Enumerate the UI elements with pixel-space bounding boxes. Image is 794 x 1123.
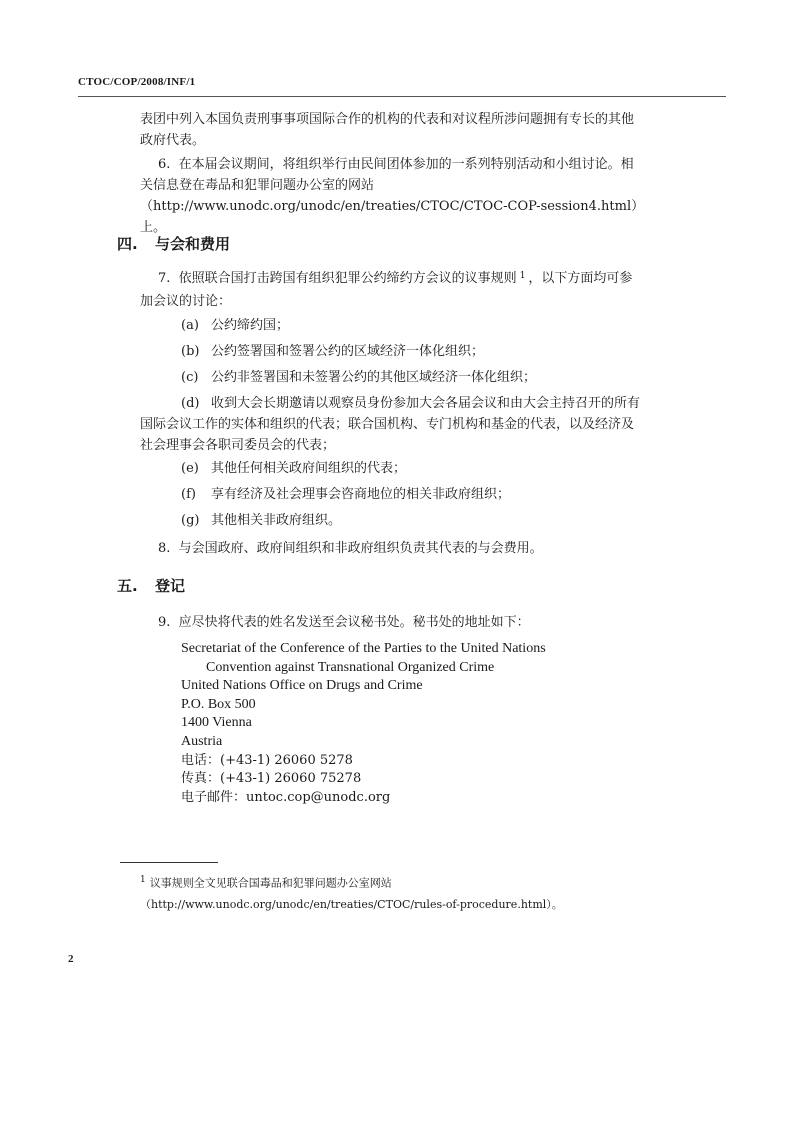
list-item xyxy=(140,393,645,456)
list-item xyxy=(181,459,406,479)
section-number: 五. xyxy=(117,577,138,595)
list-item-label: (f) xyxy=(181,487,196,502)
list-item xyxy=(181,342,484,362)
list-item-label: (a) xyxy=(181,318,199,333)
list-item-label: (c) xyxy=(181,370,199,385)
list-item xyxy=(181,368,536,388)
header-rule xyxy=(78,96,726,97)
paragraph-8 xyxy=(140,538,645,559)
paragraph-9 xyxy=(140,612,645,633)
paragraph-continuation: 表团中列入本国负责刑事事项国际合作的机构的代表和对议程所涉问题拥有专长的其他政府代表。 xyxy=(140,112,635,148)
phone-number: 电话：(+43-1) 26060 5278 xyxy=(181,752,353,768)
section-number: 四. xyxy=(117,235,138,253)
address-line: Convention against Transnational Organized Crime xyxy=(206,659,495,675)
footnote-text: 议事规则全文见联合国毒品和犯罪问题办公室网站（http://www.unodc.org/unodc/en/treaties/CTOC/rules-of-procedure.html）。 xyxy=(140,876,563,911)
list-item-label: (e) xyxy=(181,461,199,476)
list-item-text: 公约非签署国和未签署公约的其他区域经济一体化组织； xyxy=(211,370,537,385)
list-item xyxy=(181,511,341,531)
paragraph-number: 9. xyxy=(158,615,171,630)
address-line: Secretariat of the Conference of the Parties to the United Nations xyxy=(181,641,546,656)
footnote xyxy=(140,870,660,915)
paragraph-number: 8. xyxy=(158,541,171,556)
footnote-reference: 1 xyxy=(519,271,526,281)
fax-number: 传真：(+43-1) 26060 75278 xyxy=(181,771,362,787)
list-item xyxy=(181,485,510,505)
list-item-text: 其他任何相关政府间组织的代表； xyxy=(211,461,407,476)
paragraph-6 xyxy=(140,154,645,238)
paragraph-number: 6. xyxy=(158,157,171,172)
paragraph-text: 应尽快将代表的姓名发送至会议秘书处。秘书处的地址如下： xyxy=(178,615,530,630)
list-item-text: 其他相关非政府组织。 xyxy=(211,513,342,528)
list-item-label: (g) xyxy=(181,513,200,528)
address-line: 1400 Vienna xyxy=(181,715,252,731)
list-item-text: 公约签署国和签署公约的区域经济一体化组织； xyxy=(211,344,485,359)
document-symbol: CTOC/COP/2008/INF/1 xyxy=(78,76,196,88)
section-title: 登记 xyxy=(155,577,186,595)
list-item-label: (d) xyxy=(181,396,200,411)
list-item-text: 收到大会长期邀请以观察员身份参加大会各届会议和由大会主持召开的所有国际会议工作的实体和组织的代表；联合国机构、专门机构和基金的代表，以及经济及社会理事会各职司委员会的代表； xyxy=(140,396,641,453)
footnote-mark: 1 xyxy=(140,875,146,885)
paragraph-7 xyxy=(140,268,645,312)
paragraph-text: 在本届会议期间，将组织举行由民间团体参加的一系列特别活动和小组讨论。相关信息登在毒品和犯罪问题办公室的网站（http://www.unodc.org/unodc/en/treaties/CTOC/CTOC-COP-session4.html）上。 xyxy=(140,157,645,235)
paragraph-text: 依照联合国打击跨国有组织犯罪公约缔约方会议的议事规则 xyxy=(178,271,517,286)
address-line: Austria xyxy=(181,733,223,749)
address-line: United Nations Office on Drugs and Crime xyxy=(181,678,423,694)
paragraph-text: 与会国政府、政府间组织和非政府组织负责其代表的与会费用。 xyxy=(178,541,543,556)
list-item-label: (b) xyxy=(181,344,200,359)
email-address: 电子邮件：untoc.cop@unodc.org xyxy=(181,789,391,805)
list-item-text: 享有经济及社会理事会咨商地位的相关非政府组织； xyxy=(211,487,511,502)
list-item xyxy=(181,316,289,336)
list-item-text: 公约缔约国； xyxy=(211,318,290,333)
paragraph-text: ，以下方面均可参加会议的讨论： xyxy=(140,271,633,309)
section-heading-4 xyxy=(117,233,230,254)
footnote-rule xyxy=(120,862,218,863)
paragraph-number: 7. xyxy=(158,271,171,286)
secretariat-address xyxy=(181,640,546,807)
section-title: 与会和费用 xyxy=(155,235,231,253)
section-heading-5 xyxy=(117,575,185,596)
address-line: P.O. Box 500 xyxy=(181,696,256,712)
page-number: 2 xyxy=(68,953,74,965)
